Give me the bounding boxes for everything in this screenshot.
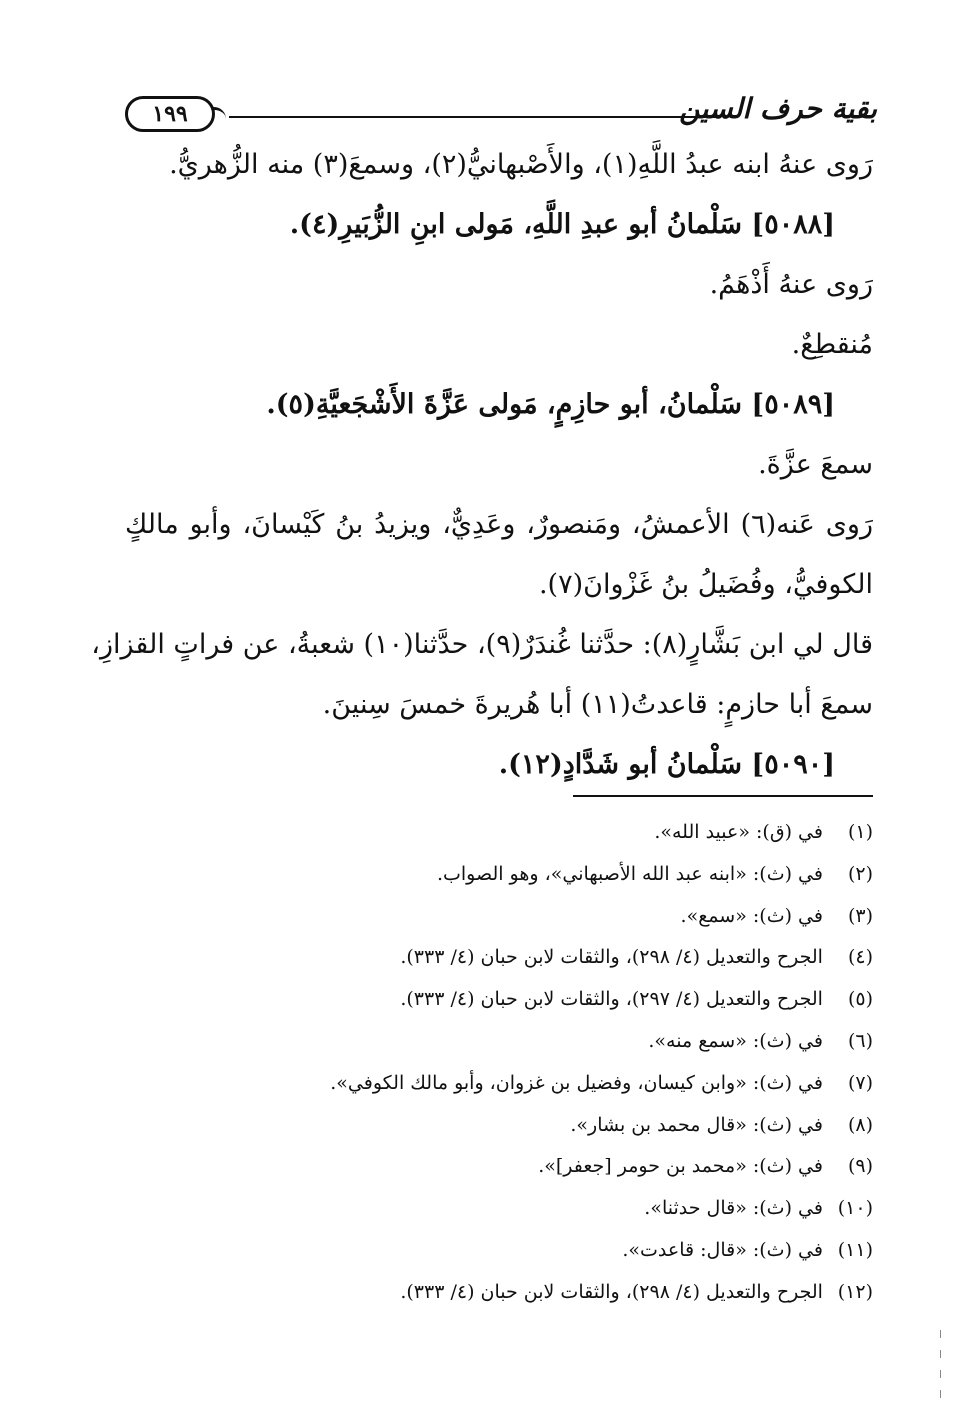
footnote xyxy=(125,862,873,886)
footnote-text: في (ث): «سمع». xyxy=(680,904,823,927)
footnote-text: الجرح والتعديل (٤/ ٢٩٨)، والثقات لابن حبان (٤/ ٣٣٣). xyxy=(400,946,823,969)
footnote-text: الجرح والتعديل (٤/ ٢٩٧)، والثقات لابن حبان (٤/ ٣٣٣). xyxy=(400,988,823,1011)
footnote-number: (٨) xyxy=(847,1113,873,1136)
footnote-number: (٣) xyxy=(847,904,873,927)
footnote-text: في (ث): «وابن كيسان، وفضيل بن غزوان، وأبو مالك الكوفي». xyxy=(330,1071,823,1094)
footnote-text: في (ث): «قال محمد بن بشار». xyxy=(570,1113,823,1136)
footnote-text: الجرح والتعديل (٤/ ٢٩٨)، والثقات لابن حبان (٤/ ٣٣٣). xyxy=(400,1280,823,1303)
scan-margin-marks xyxy=(936,1330,944,1420)
text-line: قال لي ابن بَشَّارٍ(٨): حدَّثنا غُندَرٌ(٩)، حدَّثنا(١٠) شعبةُ، عن فراتٍ القزازِ، xyxy=(91,629,873,660)
footnote-number: (١) xyxy=(847,821,873,843)
entry-heading-5090: [٥٠٩٠] سَلْمانُ أبو شَدَّادٍ(١٢). xyxy=(498,749,835,780)
footnote xyxy=(125,1280,873,1304)
footnote-number: (١٠) xyxy=(837,1197,873,1220)
footnote-number: (١١) xyxy=(837,1238,873,1261)
footnote xyxy=(125,1113,873,1137)
footnote-number: (١٢) xyxy=(837,1280,873,1303)
running-title: بقية حرف السين xyxy=(679,92,877,125)
footnote-number: (٤) xyxy=(847,946,873,969)
footnote-text: في (ث): «سمع منه». xyxy=(648,1029,823,1052)
entry-heading-5088: [٥٠٨٨] سَلْمانُ أبو عبدِ اللَّهِ، مَولى ابنِ الزُّبَيرِ(٤). xyxy=(289,209,835,240)
footnote-text: في (ث): «قال حدثنا». xyxy=(644,1197,823,1220)
footnote-number: (٦) xyxy=(847,1029,873,1052)
text-line: رَوى عنهُ ابنه عبدُ اللَّهِ(١)، والأَصْبهانيُّ(٢)، وسمعَ(٣) منه الزُّهريُّ. xyxy=(169,149,873,180)
footnote-number: (٥) xyxy=(847,988,873,1011)
footnote-separator xyxy=(573,795,873,797)
footnote-number: (٧) xyxy=(847,1071,873,1094)
footnote-text: في (ث): «قال: قاعدت». xyxy=(622,1238,823,1261)
text-line: سمعَ أبا حازمٍ: قاعدتُ(١١) أبا هُريرةَ خمسَ سِنينَ. xyxy=(322,689,873,720)
text-line: سمعَ عزَّةَ. xyxy=(758,449,873,480)
footnotes xyxy=(125,820,873,1322)
footnote-number: (٢) xyxy=(847,862,873,885)
footnote xyxy=(125,1029,873,1053)
entry-heading-5089: [٥٠٨٩] سَلْمانُ، أبو حازِمٍ، مَولى عَزَّةَ الأَشْجَعيَّةِ(٥). xyxy=(266,389,835,420)
header-rule xyxy=(229,116,717,118)
footnote xyxy=(125,1154,873,1178)
footnote-number: (٩) xyxy=(847,1155,873,1178)
footnote xyxy=(125,1071,873,1095)
footnote-text: في (ق): «عبيد الله». xyxy=(654,821,823,843)
main-text xyxy=(91,149,873,810)
page-number: ١٩٩ xyxy=(152,101,188,127)
footnote-text: في (ث): «ابنه عبد الله الأصبهاني»، وهو الصواب. xyxy=(436,862,823,885)
text-line: الكوفيُّ، وفُضَيلُ بنُ غَزْوانَ(٧). xyxy=(538,569,873,600)
page-header xyxy=(125,92,877,138)
page-number-badge xyxy=(125,96,215,132)
footnote xyxy=(125,945,873,969)
footnote xyxy=(125,820,873,844)
text-line: رَوى عَنه(٦) الأعمشُ، ومَنصورٌ، وعَدِيٌّ، ويزيدُ بنُ كَيْسانَ، وأبو مالكٍ xyxy=(125,509,873,540)
footnote xyxy=(125,1238,873,1262)
text-line: مُنقطِعٌ. xyxy=(791,329,873,360)
footnote-text: في (ث): «محمد بن حومر [جعفر]». xyxy=(538,1155,823,1178)
footnote xyxy=(125,904,873,928)
text-line: رَوى عنهُ أَذْهَمُ. xyxy=(709,269,873,300)
footnote xyxy=(125,1196,873,1220)
footnote xyxy=(125,987,873,1011)
